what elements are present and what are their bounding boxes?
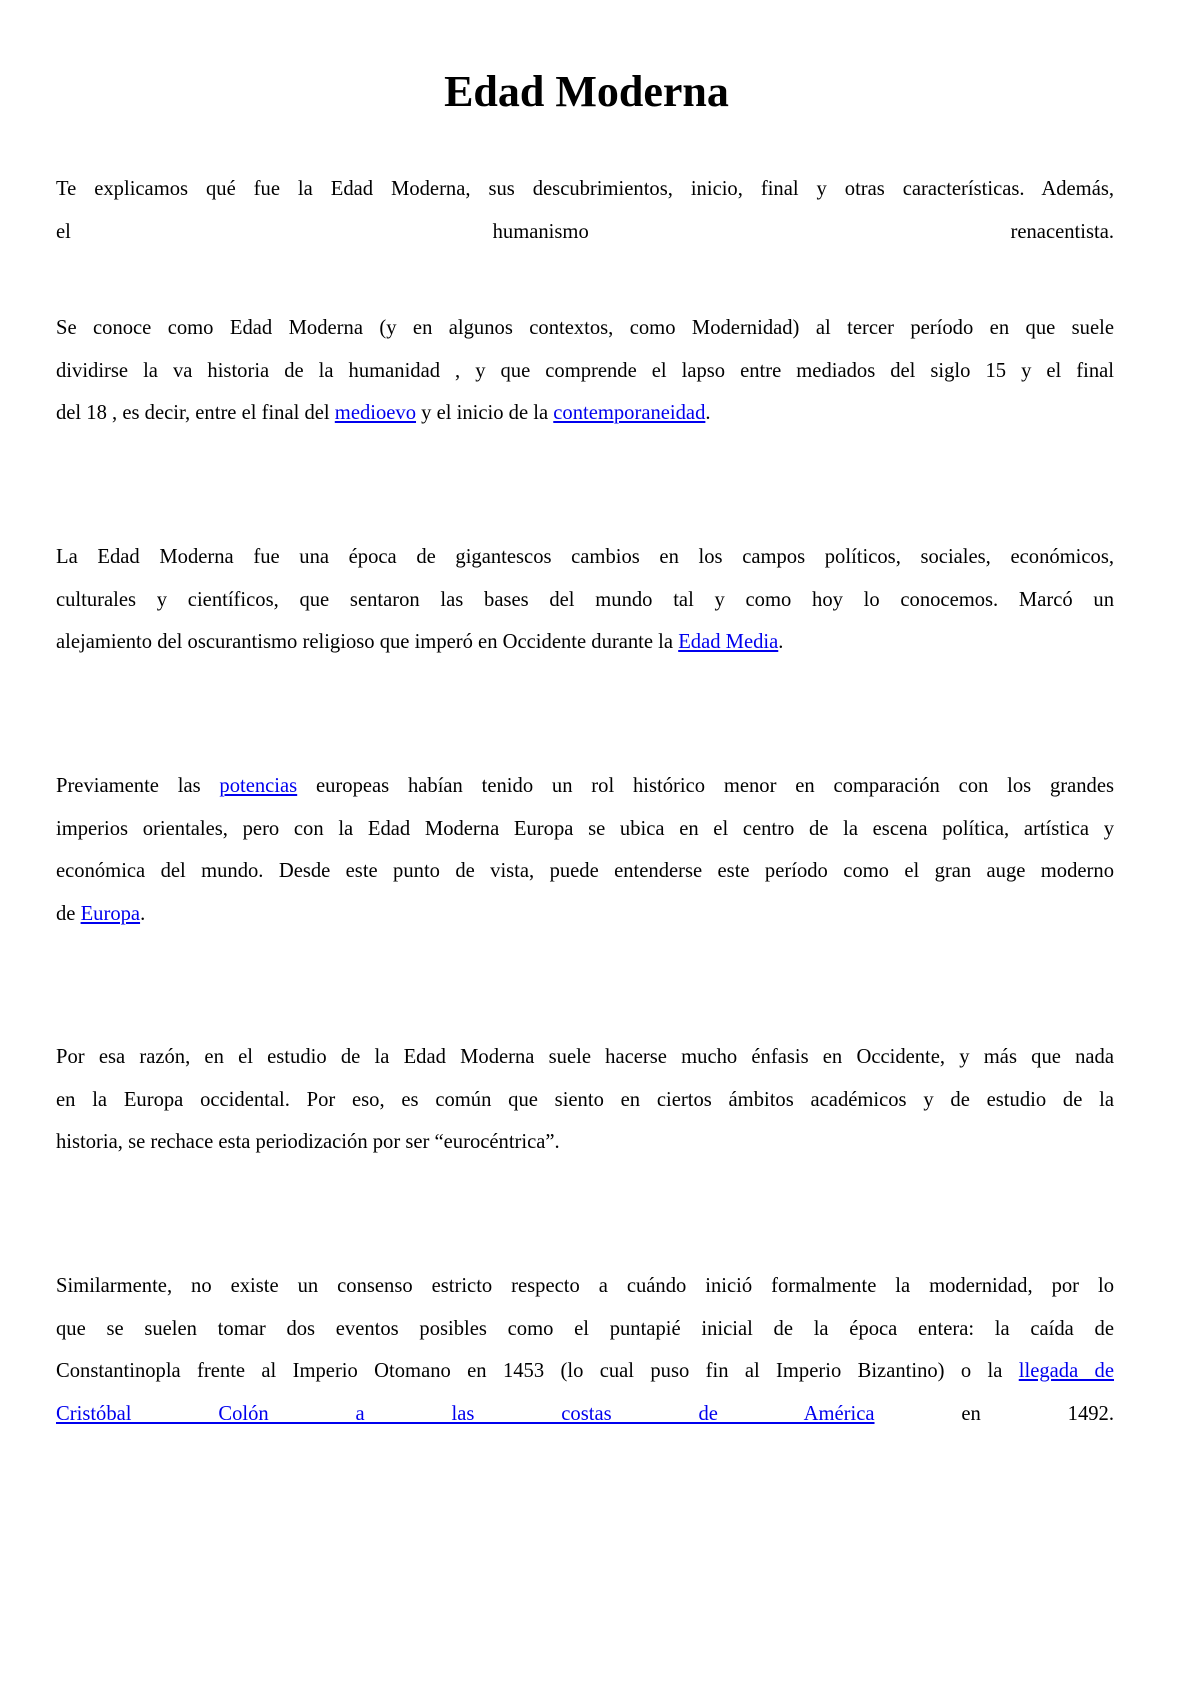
paragraph-4-line-2: en la Europa occidental. Por eso, es común que siento en ciertos ámbitos académicos y de estudio de la xyxy=(56,1088,1114,1111)
link-llegada-de-colon-continued[interactable]: Cristóbal Colón a las costas de América xyxy=(56,1402,875,1425)
text-segment: . xyxy=(705,402,711,424)
paragraph-5 xyxy=(56,1265,1114,1435)
link-medioevo[interactable]: medioevo xyxy=(334,402,417,424)
paragraph-2 xyxy=(56,536,1114,664)
paragraph-3-line-1 xyxy=(56,765,1114,808)
paragraph-5-line-1: Similarmente, no existe un consenso estricto respecto a cuándo inició formalmente la modernidad, por lo xyxy=(56,1275,1114,1297)
paragraph-4-line-3: historia, se rechace esta periodización por ser “eurocéntrica”. xyxy=(56,1131,560,1153)
paragraph-5-line-3 xyxy=(56,1350,1114,1393)
link-edad-media[interactable]: Edad Media xyxy=(678,631,779,653)
text-segment: de xyxy=(56,902,81,925)
link-contemporaneidad[interactable]: contemporaneidad xyxy=(553,402,706,424)
paragraph-5-line-2: que se suelen tomar dos eventos posibles como el puntapié inicial de la época entera: la caída de xyxy=(56,1317,1114,1340)
paragraph-1 xyxy=(56,307,1114,435)
intro-line-1: Te explicamos qué fue la Edad Moderna, sus descubrimientos, inicio, final y otras características. Además, xyxy=(56,178,1114,200)
paragraph-5-line-4 xyxy=(56,1393,1114,1436)
text-segment: en 1492. xyxy=(874,1402,1114,1425)
link-llegada-de-colon[interactable]: llegada de xyxy=(1018,1360,1114,1382)
paragraph-2-line-3 xyxy=(56,621,1114,664)
document-title: Edad Moderna xyxy=(444,67,729,116)
text-segment: Constantinopla frente al Imperio Otomano en 1453 (lo cual puso fin al Imperio Bizantino) o la xyxy=(56,1360,1019,1382)
text-segment: . xyxy=(140,902,146,925)
paragraph-4-line-1: Por esa razón, en el estudio de la Edad Moderna suele hacerse mucho énfasis en Occidente, y más que nada xyxy=(56,1046,1114,1068)
link-potencias[interactable]: potencias xyxy=(219,775,298,797)
text-segment: . xyxy=(778,631,784,653)
text-segment: y el inicio de la xyxy=(416,402,554,424)
paragraph-1-line-2: dividirse la va historia de la humanidad , y que comprende el lapso entre mediados del siglo 15 y el final xyxy=(56,359,1114,382)
paragraph-3 xyxy=(56,765,1114,935)
paragraph-3-line-3: económica del mundo. Desde este punto de vista, puede entenderse este período como el gran auge moderno xyxy=(56,860,1114,882)
paragraph-2-line-1: La Edad Moderna fue una época de gigantescos cambios en los campos políticos, sociales, económicos, xyxy=(56,546,1114,568)
link-europa[interactable]: Europa xyxy=(80,902,141,925)
text-segment: europeas habían tenido un rol histórico menor en comparación con los grandes xyxy=(297,775,1115,797)
text-segment: alejamiento del oscurantismo religioso que imperó en Occidente durante la xyxy=(56,631,679,653)
text-segment: del 18 , es decir, entre el final del xyxy=(56,402,335,424)
paragraph-3-line-2: imperios orientales, pero con la Edad Moderna Europa se ubica en el centro de la escena política, artística y xyxy=(56,817,1114,840)
paragraph-2-line-2: culturales y científicos, que sentaron las bases del mundo tal y como hoy lo conocemos. Marcó un xyxy=(56,588,1114,611)
text-segment: Previamente las xyxy=(56,775,220,797)
paragraph-1-line-3 xyxy=(56,392,1114,435)
paragraph-4 xyxy=(56,1036,1114,1164)
paragraph-1-line-1: Se conoce como Edad Moderna (y en algunos contextos, como Modernidad) al tercer período en que suele xyxy=(56,317,1114,339)
paragraph-3-line-4 xyxy=(56,893,1114,936)
intro-paragraph xyxy=(56,168,1114,253)
intro-line-2: el humanismo renacentista. xyxy=(56,220,1114,243)
